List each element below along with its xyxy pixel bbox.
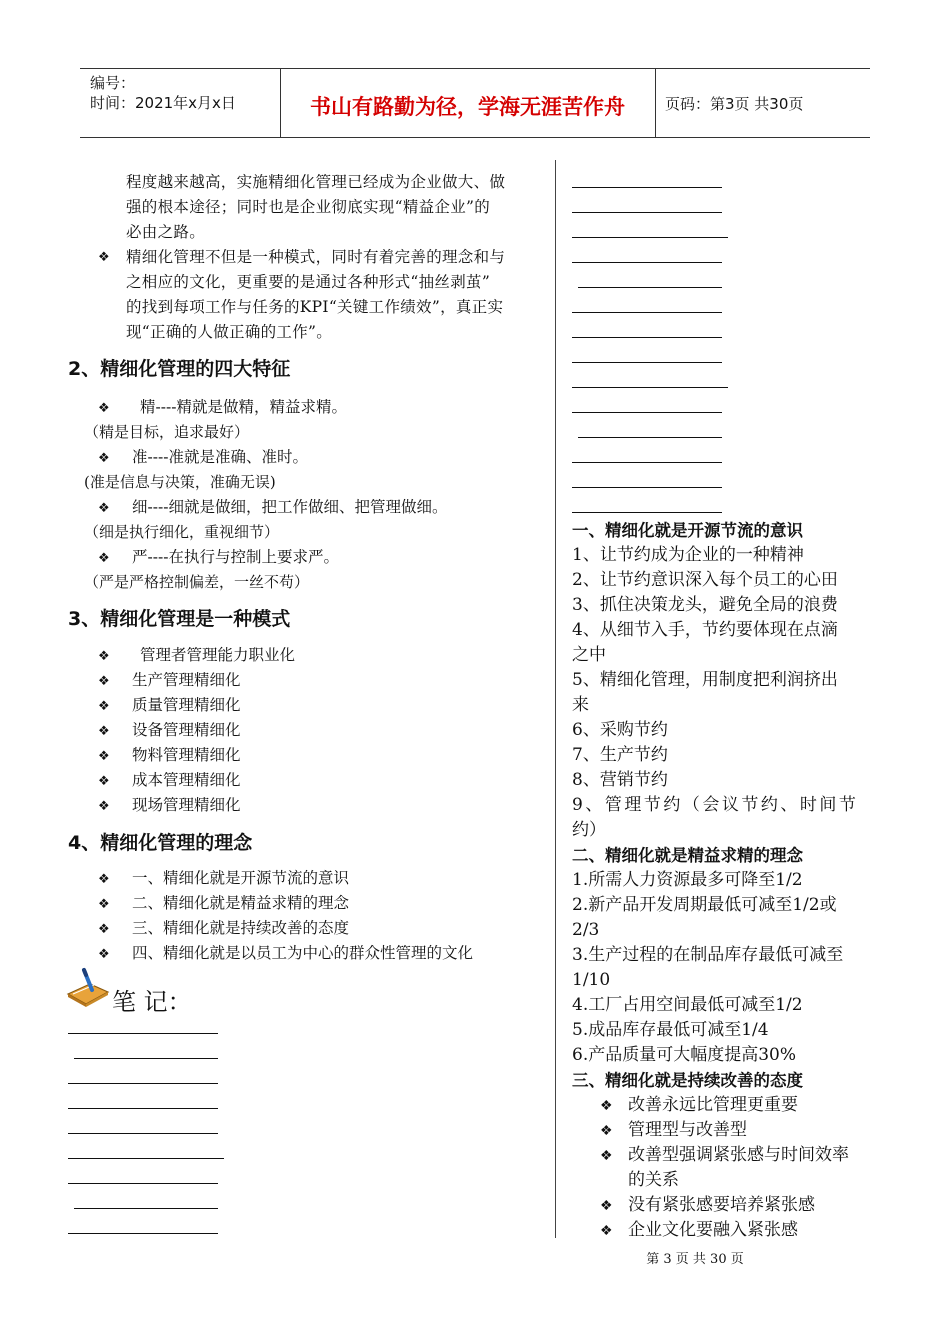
diamond-bullet-icon: ❖ — [98, 897, 110, 912]
blank-line — [68, 1108, 218, 1109]
number-label: 编号： — [90, 74, 136, 92]
list-item: 6、采购节约 — [572, 720, 668, 740]
item-text: 现场管理精细化 — [132, 796, 241, 814]
list-item — [98, 495, 447, 521]
header-meta — [90, 73, 236, 113]
list-item: 约） — [572, 820, 606, 840]
item-text: 改善永远比管理更重要 — [628, 1095, 798, 1115]
blank-line — [572, 212, 722, 213]
page-footer: 第 3 页 共 30 页 — [646, 1252, 744, 1267]
diamond-bullet-icon: ❖ — [98, 872, 110, 887]
text-line: 强的根本途径；同时也是企业彻底实现“精益企业”的 — [126, 198, 491, 216]
right-heading: 三、精细化就是持续改善的态度 — [572, 1071, 803, 1090]
item-text: 三、精细化就是持续改善的态度 — [132, 919, 350, 937]
diamond-bullet-icon: ❖ — [98, 799, 110, 814]
list-item: 来 — [572, 695, 589, 715]
list-item — [600, 1218, 798, 1244]
item-note: (准是信息与决策，准确无误) — [84, 473, 276, 491]
text-line: 程度越来越高，实施精细化管理已经成为企业做大、做 — [126, 173, 506, 191]
blank-line — [572, 187, 722, 188]
diamond-bullet-icon: ❖ — [98, 451, 110, 466]
list-item: 2、让节约意识深入每个员工的心田 — [572, 570, 838, 590]
list-item — [98, 916, 349, 942]
blank-line — [74, 1058, 218, 1059]
list-item: 之中 — [572, 645, 606, 665]
date-label: 时间：2021年x月x日 — [90, 94, 236, 112]
list-item — [600, 1118, 747, 1144]
list-item: 1/10 — [572, 970, 611, 990]
diamond-bullet-icon: ❖ — [98, 551, 110, 566]
item-text: 严----在执行与控制上要求严。 — [132, 548, 339, 566]
list-item: 8、营销节约 — [572, 770, 668, 790]
item-text: 细----细就是做细，把工作做细、把管理做细。 — [132, 498, 448, 516]
item-text: 精----精就是做精，精益求精。 — [140, 398, 347, 416]
blank-line — [68, 1183, 218, 1184]
list-item: 7、生产节约 — [572, 745, 668, 765]
blank-line — [578, 437, 722, 438]
section-heading: 4、精细化管理的理念 — [68, 832, 253, 854]
blank-line — [572, 462, 722, 463]
list-item: 4.工厂占用空间最低可减至1/2 — [572, 995, 803, 1015]
item-text: 二、精细化就是精益求精的理念 — [132, 894, 350, 912]
blank-line — [572, 312, 722, 313]
blank-line — [572, 237, 728, 238]
page-header — [80, 68, 870, 138]
blank-line — [572, 487, 722, 488]
item-text: 生产管理精细化 — [132, 671, 241, 689]
section-heading: 2、精细化管理的四大特征 — [68, 358, 291, 380]
list-item — [98, 941, 473, 967]
list-item: 1.所需人力资源最多可降至1/2 — [572, 870, 803, 890]
intro-paragraph — [126, 170, 505, 245]
column-divider — [555, 160, 556, 1238]
diamond-bullet-icon: ❖ — [98, 749, 110, 764]
list-item — [98, 545, 339, 571]
list-item: 2/3 — [572, 920, 600, 940]
text-line: 现“正确的人做正确的工作”。 — [126, 323, 333, 341]
list-item — [600, 1093, 798, 1119]
blank-line — [68, 1033, 218, 1034]
blank-line — [68, 1083, 218, 1084]
list-item — [98, 643, 295, 669]
list-item — [98, 743, 241, 769]
list-item — [98, 668, 241, 694]
list-item: 4、从细节入手，节约要体现在点滴 — [572, 620, 838, 640]
diamond-bullet-icon: ❖ — [98, 674, 110, 689]
list-item — [600, 1143, 849, 1169]
list-item: 3.生产过程的在制品库存最低可减至 — [572, 945, 844, 965]
item-text: 质量管理精细化 — [132, 696, 241, 714]
list-item — [98, 718, 241, 744]
section-heading: 3、精细化管理是一种模式 — [68, 608, 291, 630]
item-text: 成本管理精细化 — [132, 771, 241, 789]
item-text: 管理型与改善型 — [628, 1120, 747, 1140]
header-motto: 书山有路勤为径，学海无涯苦作舟 — [310, 95, 625, 119]
diamond-bullet-icon: ❖ — [98, 250, 110, 265]
diamond-bullet-icon: ❖ — [98, 699, 110, 714]
diamond-bullet-icon: ❖ — [98, 501, 110, 516]
diamond-bullet-icon: ❖ — [98, 724, 110, 739]
notes-title: 笔 记： — [112, 988, 192, 1016]
item-text: 企业文化要融入紧张感 — [628, 1220, 798, 1240]
blank-line — [572, 262, 722, 263]
diamond-bullet-icon: ❖ — [98, 401, 110, 416]
text-line: 精细化管理不但是一种模式，同时有着完善的理念和与 — [126, 248, 506, 266]
blank-line — [68, 1233, 218, 1234]
list-item: 1、让节约成为企业的一种精神 — [572, 545, 804, 565]
blank-line — [68, 1133, 218, 1134]
list-item-continued: 的关系 — [628, 1170, 679, 1190]
item-note: （精是目标，追求最好） — [84, 423, 250, 441]
diamond-bullet-icon: ❖ — [98, 649, 110, 664]
text-line: 之相应的文化，更重要的是通过各种形式“抽丝剥茧” — [126, 273, 491, 291]
header-page-code: 页码：第3页 共30页 — [665, 95, 804, 113]
list-item — [98, 395, 347, 421]
item-text: 一、精细化就是开源节流的意识 — [132, 869, 350, 887]
blank-line — [572, 412, 722, 413]
list-item — [98, 793, 241, 819]
item-text: 四、精细化就是以员工为中心的群众性管理的文化 — [132, 944, 474, 962]
item-text: 改善型强调紧张感与时间效率 — [628, 1145, 849, 1165]
list-item: 3、抓住决策龙头，避免全局的浪费 — [572, 595, 838, 615]
notebook-pencil-icon — [64, 966, 112, 1008]
list-item — [98, 768, 241, 794]
list-item — [98, 891, 349, 917]
blank-line — [74, 1208, 218, 1209]
blank-line — [572, 337, 722, 338]
list-item — [98, 866, 349, 892]
list-item: 9、管理节约（会议节约、时间节 — [572, 795, 859, 815]
item-text: 准----准就是准确、准时。 — [132, 448, 308, 466]
text-line: 的找到每项工作与任务的KPI“关键工作绩效”，真正实 — [126, 298, 504, 316]
right-heading: 二、精细化就是精益求精的理念 — [572, 846, 803, 865]
item-text: 没有紧张感要培养紧张感 — [628, 1195, 815, 1215]
right-heading: 一、精细化就是开源节流的意识 — [572, 521, 803, 540]
list-item: 5、精细化管理，用制度把利润挤出 — [572, 670, 838, 690]
list-item — [600, 1193, 815, 1219]
diamond-bullet-icon: ❖ — [600, 1123, 613, 1139]
diamond-bullet-icon: ❖ — [98, 947, 110, 962]
list-item: 2.新产品开发周期最低可减至1/2或 — [572, 895, 837, 915]
diamond-bullet-icon: ❖ — [98, 774, 110, 789]
item-note: （细是执行细化，重视细节） — [84, 523, 280, 541]
item-note: （严是严格控制偏差，一丝不苟） — [84, 573, 310, 591]
item-text: 物料管理精细化 — [132, 746, 241, 764]
blank-line — [572, 387, 728, 388]
diamond-bullet-icon: ❖ — [600, 1148, 613, 1164]
blank-line — [572, 512, 722, 513]
header-divider — [655, 69, 656, 137]
text-line: 必由之路。 — [126, 223, 206, 241]
diamond-bullet-icon: ❖ — [98, 922, 110, 937]
item-text: 设备管理精细化 — [132, 721, 241, 739]
list-item — [98, 445, 308, 471]
diamond-bullet-icon: ❖ — [600, 1198, 613, 1214]
list-item: 6.产品质量可大幅度提高30% — [572, 1045, 797, 1065]
list-item: 5.成品库存最低可减至1/4 — [572, 1020, 769, 1040]
list-item — [98, 693, 241, 719]
diamond-bullet-icon: ❖ — [600, 1223, 613, 1239]
diamond-bullet-icon: ❖ — [600, 1098, 613, 1114]
bullet-paragraph — [126, 245, 505, 345]
blank-line — [572, 362, 722, 363]
item-text: 管理者管理能力职业化 — [140, 646, 296, 664]
blank-line — [578, 287, 722, 288]
blank-line — [68, 1158, 224, 1159]
